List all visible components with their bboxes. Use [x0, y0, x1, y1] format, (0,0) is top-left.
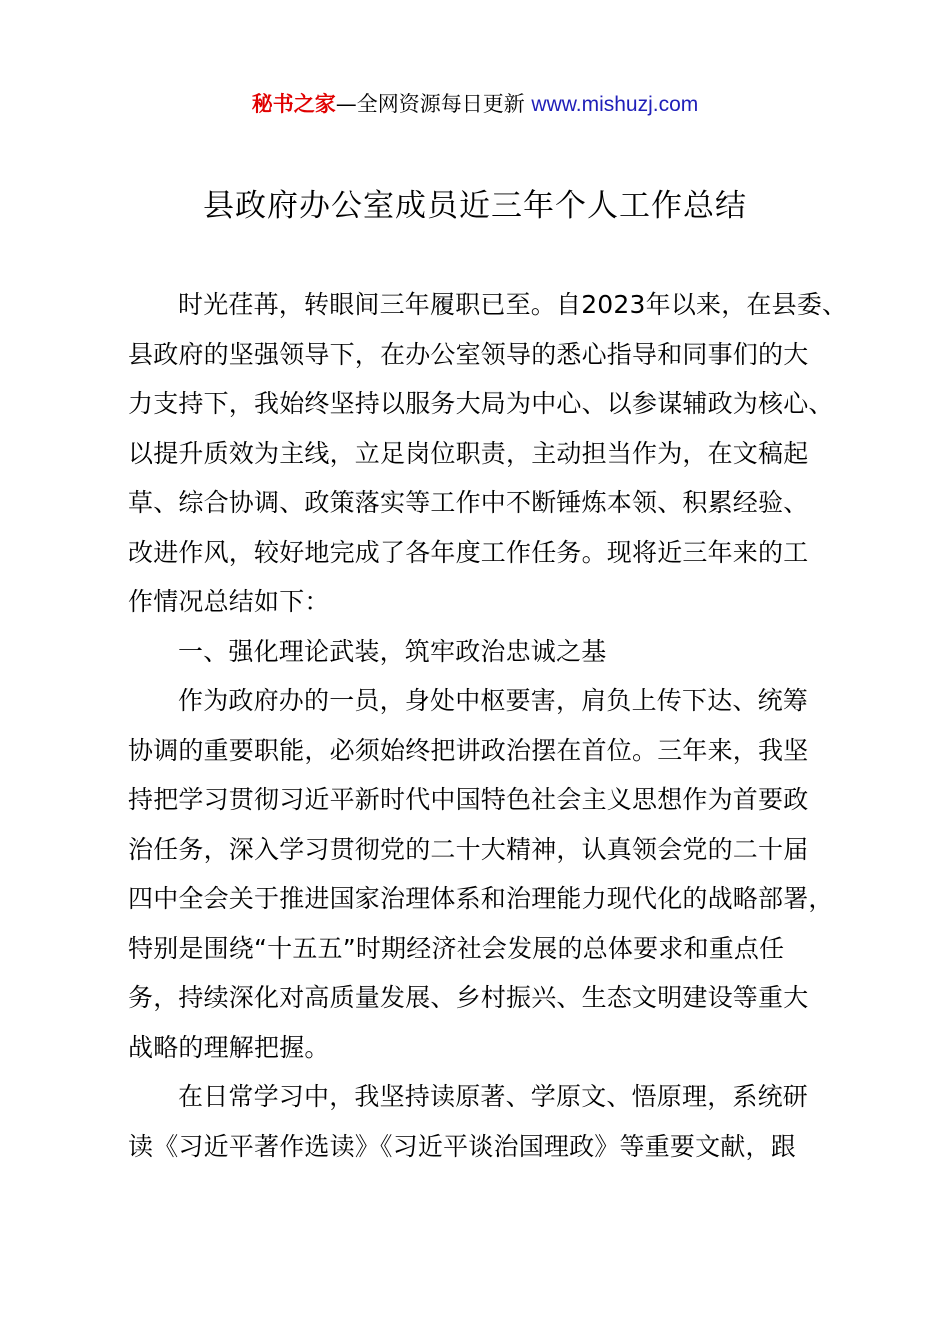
- body-line: 作情况总结如下：: [128, 587, 330, 616]
- body-line: 持把学习贯彻习近平新时代中国特色社会主义思想作为首要政: [128, 785, 809, 814]
- body-line: 四中全会关于推进国家治理体系和治理能力现代化的战略部署，: [128, 884, 834, 913]
- body-line: 改进作风，较好地完成了各年度工作任务。现将近三年来的工: [128, 537, 809, 567]
- page-header: [0, 86, 950, 123]
- body-line: 力支持下，我始终坚持以服务大局为中心、以参谋辅政为核心、: [128, 389, 834, 418]
- header-tagline: —全网资源每日更新: [335, 92, 532, 116]
- body-line: 战略的理解把握。: [128, 1032, 330, 1062]
- body-line: 县政府的坚强领导下，在办公室领导的悉心指导和同事们的大: [128, 339, 809, 369]
- body-line: 在日常学习中，我坚持读原著、学原文、悟原理，系统研: [178, 1082, 809, 1111]
- body-line: 治任务，深入学习贯彻党的二十大精神，认真领会党的二十届: [128, 834, 809, 864]
- section-heading: 一、强化理论武装，筑牢政治忠诚之基: [178, 636, 607, 666]
- document-title: 县政府办公室成员近三年个人工作总结: [203, 188, 747, 224]
- brand-name: 秘书之家: [251, 92, 336, 116]
- document-body: [128, 280, 848, 1171]
- body-line: 时光荏苒，转眼间三年履职已至。自2023年以来，在县委、: [178, 290, 848, 319]
- body-line: 读《习近平著作选读》《习近平谈治国理政》等重要文献，跟: [128, 1131, 796, 1161]
- body-line: 协调的重要职能，必须始终把讲政治摆在首位。三年来，我坚: [128, 735, 809, 765]
- body-line: 特别是围绕“十五五”时期经济社会发展的总体要求和重点任: [128, 933, 785, 963]
- site-link[interactable]: www.mishuzj.com: [531, 93, 699, 116]
- body-line: 以提升质效为主线，立足岗位职责，主动担当作为，在文稿起: [128, 438, 809, 468]
- body-line: 作为政府办的一员，身处中枢要害，肩负上传下达、统筹: [178, 686, 809, 715]
- body-line: 草、综合协调、政策落实等工作中不断锤炼本领、积累经验、: [128, 488, 809, 517]
- body-line: 务，持续深化对高质量发展、乡村振兴、生态文明建设等重大: [128, 983, 809, 1012]
